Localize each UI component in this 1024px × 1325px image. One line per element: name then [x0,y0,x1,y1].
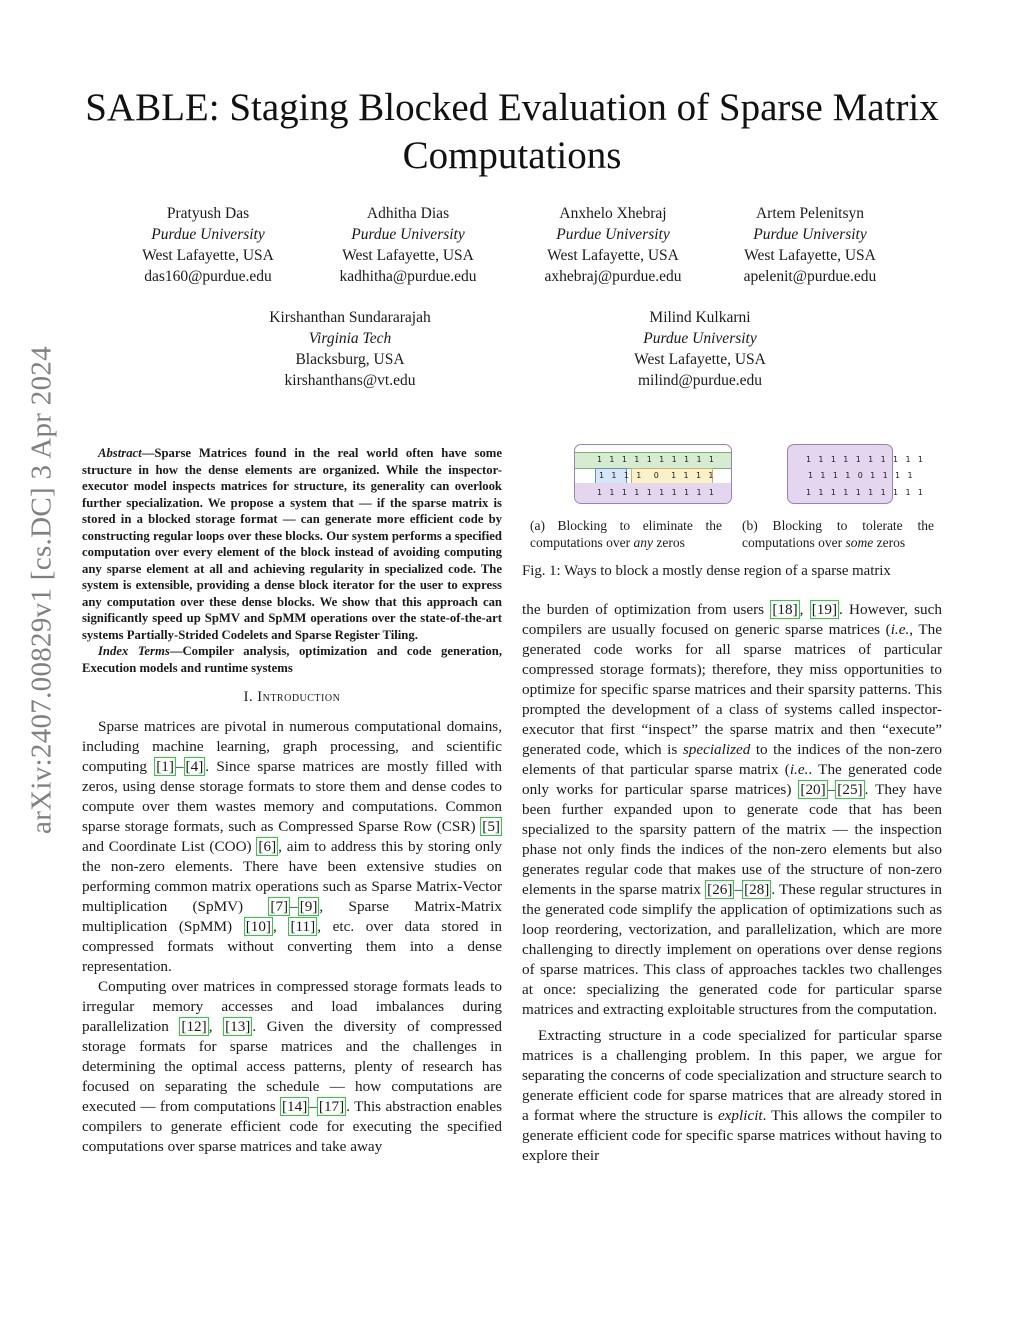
citation-link[interactable]: [14] [281,1098,308,1115]
matrix-row: 1 1 1 1 1 1 1 1 1 1 [806,455,926,464]
text-run: . These regular structures in the generated code simplify the application of optimizations such as loop reordering, vectorization, and parallelization, which are more challenging to directly implement on operations over dense regions of sparse matrices. This class of approaches tackles two challenges at once: specializing the generated code for particular sparse matrices and extracting exploitable structures from the computation. [522,881,942,1018]
citation-link[interactable]: [11] [290,918,316,935]
author-affiliation: Purdue University [643,330,757,347]
emphasis: i.e. [789,761,809,778]
index-terms-text: —Compiler analysis, optimization and code generation, Execution models and runtime systems [82,644,502,675]
emphasis: explicit [717,1107,763,1124]
text-run: , Sparse Matrix-Matrix multiplication (SpMM) [82,898,502,935]
author-block [518,203,708,287]
author-email: kirshanthans@vt.edu [284,372,416,389]
right-paragraph-2 [522,1026,942,1166]
author-email: milind@purdue.edu [637,372,763,389]
arxiv-side-stamp [12,220,72,960]
author-name: Milind Kulkarni [649,309,751,326]
author-email: axhebraj@purdue.edu [544,268,682,285]
author-location: Blacksburg, USA [295,351,405,368]
citation-link[interactable]: [9] [299,898,318,915]
citation-link[interactable]: [25] [837,781,863,798]
arxiv-identifier: arXiv:2407.00829v1 [cs.DC] 3 Apr 2024 [25,346,58,834]
text-run: . They have been further expanded upon to generate code that has been specialized to the sparsity pattern of the matrix — the inspection phase not only finds the indices of the non-zero elements but also generates regular code that makes use of the structure of non-zero elements in the sparse matrix [522,781,942,898]
text-run: Extracting structure in a code specialized for particular sparse matrices is a challenging problem. In this paper, we argue for separating the concerns of code specialization and structure search to generate efficient code for sparse matrices that are already stored in a format where the structure is [522,1027,942,1124]
figure-caption: Fig. 1: Ways to block a mostly dense region of a sparse matrix [522,563,891,579]
emphasis: some [845,535,874,550]
matrix-row-right: 1 1 1 1 [671,471,716,480]
emphasis: any [633,535,653,550]
text-run: – [309,1098,317,1115]
citation-link[interactable]: [6] [258,838,277,855]
author-affiliation: Purdue University [151,226,265,243]
matrix-zero: 0 [653,471,662,480]
text-run: the burden of optimization from users [522,601,771,618]
text-run: – [175,758,184,775]
author-location: West Lafayette, USA [142,247,274,264]
text-run: – [827,781,836,798]
citation-link[interactable]: [10] [245,918,271,935]
author-location: West Lafayette, USA [547,247,679,264]
text-run: (a) Blocking to eliminate the computations over [530,518,722,550]
matrix-row: 1 1 1 1 0 1 1 1 1 [808,471,915,480]
right-column [522,600,942,1166]
citation-link[interactable]: [28] [744,881,770,898]
text-run: (b) Blocking to tolerate the computations over [742,518,934,550]
author-block [720,203,900,287]
intro-paragraph-1 [82,717,502,977]
author-location: West Lafayette, USA [634,351,766,368]
author-location: West Lafayette, USA [744,247,876,264]
text-run: , [799,601,810,618]
author-email: das160@purdue.edu [144,268,272,285]
author-name: Anxhelo Xhebraj [559,205,667,222]
right-paragraph-1 [522,600,942,1020]
subcaption-a [530,517,722,551]
matrix-row: 1 1 1 1 1 1 1 1 1 1 [806,488,926,497]
left-column [82,445,502,1157]
text-run: zeros [652,535,685,550]
citation-link[interactable]: [13] [225,1018,251,1035]
text-run: , etc. over data stored in compressed formats without converting them into a dense representation. [82,918,502,975]
text-run: . This abstraction enables compilers to generate efficient code for executing the specified computations over sparse matrices and take away [82,1098,502,1155]
author-affiliation: Purdue University [753,226,867,243]
author-block [600,307,800,391]
citation-link[interactable]: [12] [181,1018,207,1035]
author-block [240,307,460,391]
author-affiliation: Purdue University [556,226,670,243]
abstract [82,445,502,643]
author-affiliation: Virginia Tech [308,330,392,347]
emphasis: i.e. [890,621,910,638]
text-run: , [273,918,289,935]
author-affiliation: Purdue University [351,226,465,243]
citation-link[interactable]: [5] [482,818,500,835]
citation-link[interactable]: [19] [811,601,838,618]
citation-link[interactable]: [17] [318,1098,345,1115]
section-heading [82,687,502,707]
text-run: . Since sparse matrices are mostly filled with zeros, using dense storage formats to store them and dense codes to compute over them wastes memory and computations. Common sparse storage formats, such as Compressed Sparse Row (CSR) [82,758,502,835]
citation-link[interactable]: [4] [185,758,204,775]
author-email: apelenit@purdue.edu [743,268,877,285]
abstract-text: —Sparse Matrices found in the real world often have some structure in how the dense elements are organized. While the inspector-executor model inspects matrices for structure, its generality can overlook further specialization. We propose a system that — if the sparse matrix is stored in a blocked storage format — can generate more efficient code by constructing regular loops over these blocks. Our system performs a specified computation over every element of the block instead of avoiding computing any sparse element at all and achieving regularity in specialized code. The system is extensible, providing a dense block iterator for the user to express any computation over these dense blocks. We show that this approach can significantly speed up SpMV and SpMM operations over the state-of-the-art systems Partially-Strided Codelets and Sparse Register Tiling. [82,446,502,642]
abstract-label: Abstract [98,446,142,460]
text-run: to the indices of the non-zero elements of that particular sparse matrix ( [522,741,942,778]
text-run: . This allows the compiler to generate efficient code for specific sparse matrices without having to explore their [522,1107,942,1164]
paper-title: SABLE: Staging Blocked Evaluation of Sparse Matrix Computations [85,86,939,177]
text-run: Computing over matrices in compressed storage formats leads to irregular memory accesses and load imbalances during parallelization [82,978,502,1035]
emphasis: specialized [682,741,751,758]
citation-link[interactable]: [18] [772,601,798,618]
text-run: zeros [873,535,906,550]
text-run: . The generated code only works for particular sparse matrices) [522,761,943,798]
author-email: kadhitha@purdue.edu [339,268,477,285]
text-run: – [290,898,298,915]
matrix-diagram-a [574,444,732,504]
index-terms-label: Index Terms [98,644,170,658]
intro-paragraph-2 [82,977,502,1157]
author-name: Adhitha Dias [366,205,450,222]
section-number: I. [243,689,254,705]
matrix-row: 1 1 1 1 1 1 1 1 1 1 [597,455,717,464]
matrix-row-left: 1 1 1 1 [599,471,644,480]
text-run: . Given the diversity of compressed storage formats for sparse matrices and the challenges in determining the optimal access patterns, plenty of research has focused on separating the schedule — how computations are executed — from computations [82,1018,503,1115]
citation-link[interactable]: [7] [270,898,289,915]
author-block [318,203,498,287]
text-run: – [734,881,743,898]
author-location: West Lafayette, USA [342,247,474,264]
citation-link[interactable]: [20] [800,781,826,798]
author-name: Kirshanthan Sundararajah [269,309,431,326]
author-block [118,203,298,287]
text-run: , [208,1018,224,1035]
citation-link[interactable]: [1] [156,758,174,775]
text-run: and Coordinate List (COO) [82,838,257,855]
text-run: , The generated code works for all sparse matrices of particular compressed storage formats); therefore, they miss opportunities to optimize for specific sparse matrices and their sparsity patterns. This prompted the development of a class of systems called inspector-executor that first “inspect” the sparse matrix and then “execute” generated code, which is [522,621,942,758]
author-name: Pratyush Das [166,205,250,222]
text-run: . However, such compilers are usually focused on generic sparse matrices ( [522,601,942,638]
figure-1 [522,440,944,590]
matrix-diagram-b [787,444,926,504]
text-run: , aim to address this by storing only the non-zero elements. There have been extensive studies on performing common matrix operations such as Sparse Matrix-Vector multiplication (SpMV) [82,838,502,915]
index-terms [82,643,502,676]
author-name: Artem Pelenitsyn [755,205,865,222]
section-title: Introduction [257,689,341,705]
matrix-row: 1 1 1 1 1 1 1 1 1 1 [597,488,717,497]
text-run: Sparse matrices are pivotal in numerous computational domains, including machine learning, graph processing, and scientific computing [82,718,502,775]
subcaption-b [742,517,934,551]
matrix-row [599,471,716,480]
citation-link[interactable]: [26] [707,881,733,898]
